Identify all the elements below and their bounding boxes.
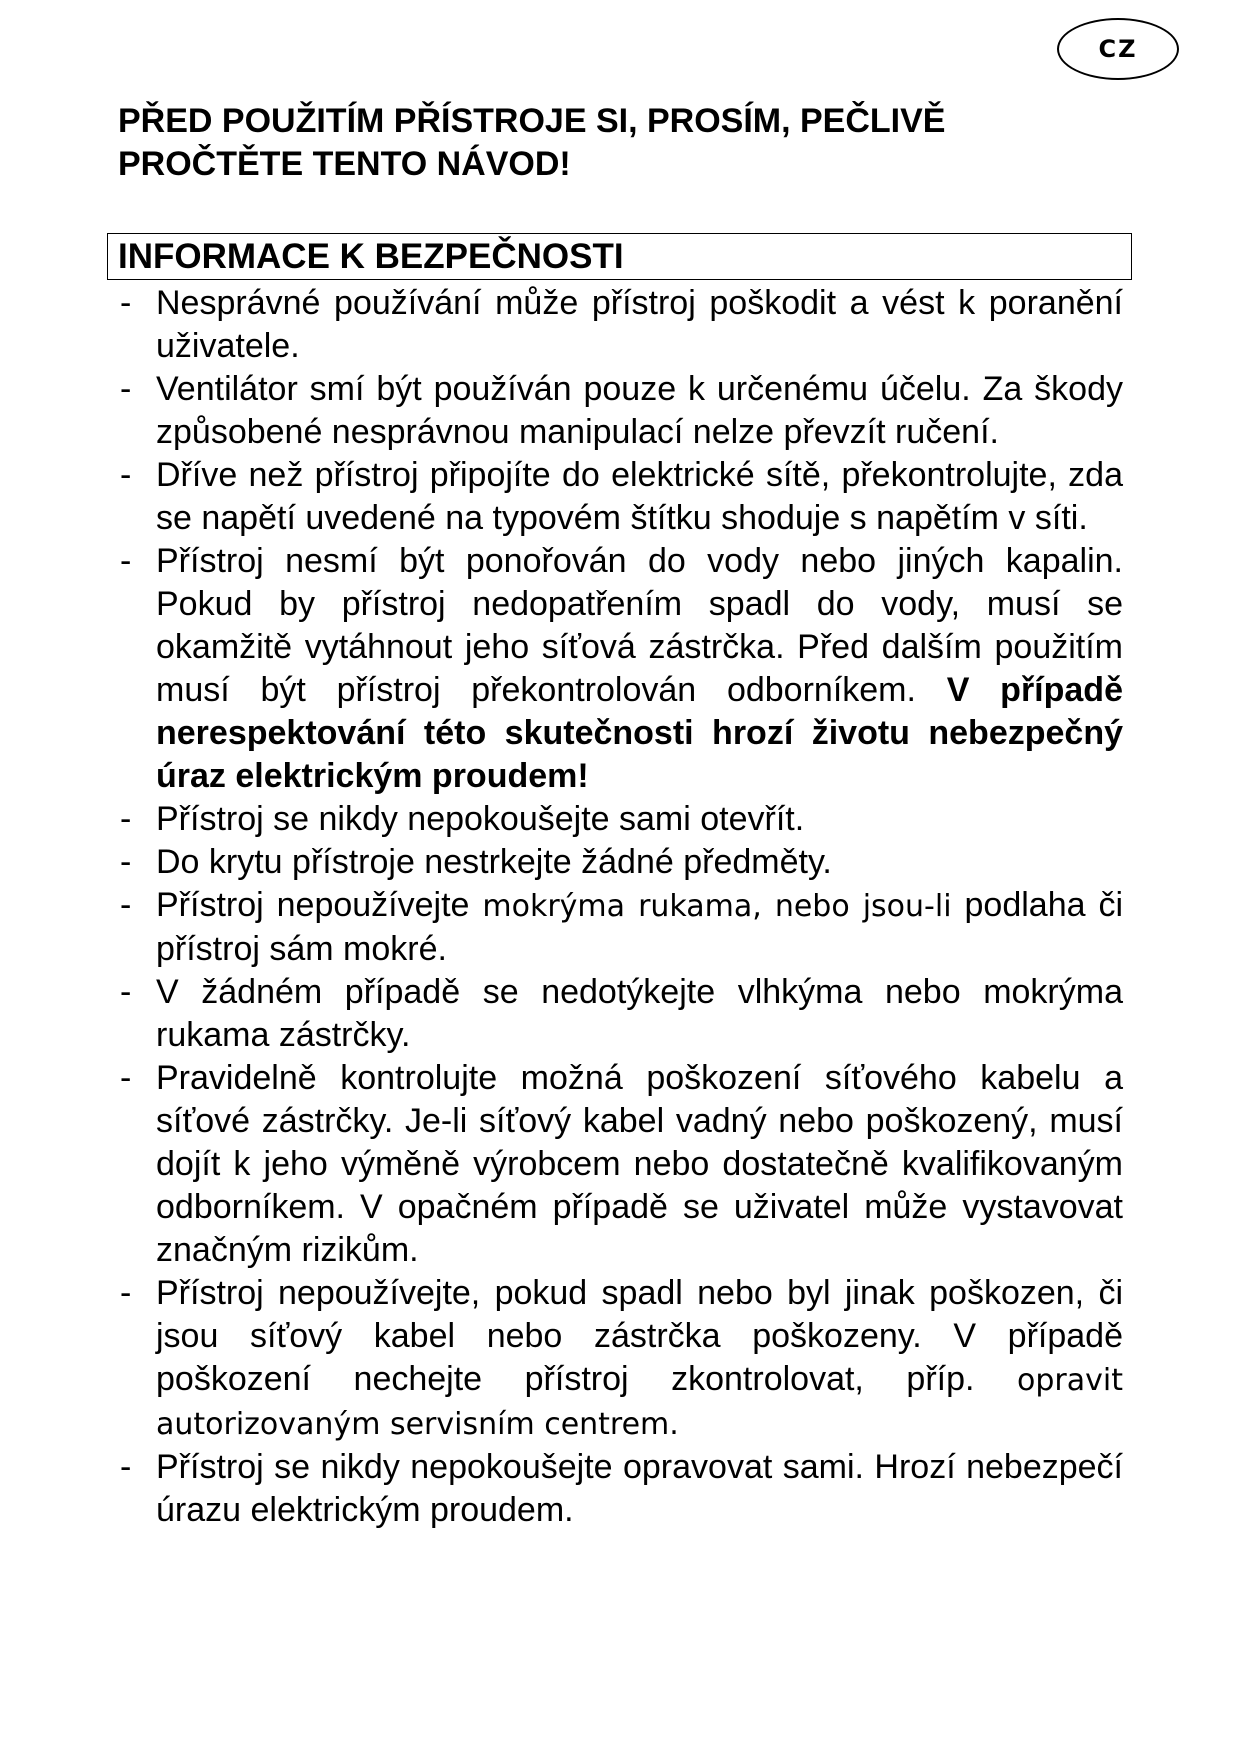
item-text: Ventilátor smí být používán pouze k určenému účelu. Za škody způsobené nesprávnou manipulací nelze převzít ručení. — [156, 370, 1123, 451]
item-text-alt-font: mokrýma rukama, nebo jsou-li — [482, 889, 952, 924]
item-text: Přístroj nepoužívejte, pokud spadl nebo byl jinak poškozen, či jsou síťový kabel nebo zástrčka poškozeny. V případě poškození nechejte přístroj zkontrolovat, příp. — [156, 1274, 1123, 1398]
item-text-alt-font: opravit autorizovaným servisním centrem. — [156, 1363, 1123, 1442]
item-text: Do krytu přístroje nestrkejte žádné předměty. — [156, 843, 832, 881]
page-title — [118, 100, 1118, 186]
safety-list — [118, 282, 1123, 1532]
list-item — [118, 798, 1123, 841]
list-item — [118, 540, 1123, 798]
list-item — [118, 971, 1123, 1057]
list-item — [118, 884, 1123, 971]
item-text: Přístroj nepoužívejte — [156, 886, 470, 924]
warning-text: V případě nerespektování této skutečnosti hrozí životu nebezpečný úraz elektrickým proudem! — [156, 671, 1123, 795]
list-item — [118, 841, 1123, 884]
page-title-line-1: PŘED POUŽITÍM PŘÍSTROJE SI, PROSÍM, PEČLIVĚ — [118, 102, 946, 140]
list-item — [118, 368, 1123, 454]
list-item — [118, 1446, 1123, 1532]
section-header-box — [107, 233, 1132, 280]
list-item — [118, 1057, 1123, 1272]
item-text-rest: podlaha či přístroj sám mokré. — [156, 886, 1124, 968]
item-text: Přístroj nesmí být ponořován do vody nebo jiných kapalin. Pokud by přístroj nedopatřením spadl do vody, musí se okamžitě vytáhnout jeho síťová zástrčka. Před dalším použitím musí být přístroj překontrolován odborníkem. — [156, 542, 1123, 709]
item-text: Nesprávné používání může přístroj poškodit a vést k poranění uživatele. — [156, 284, 1123, 365]
item-text: Dříve než přístroj připojíte do elektrické sítě, překontrolujte, zda se napětí uvedené na typovém štítku shoduje s napětím v síti. — [156, 456, 1123, 537]
item-text: V žádném případě se nedotýkejte vlhkýma nebo mokrýma rukama zástrčky. — [156, 973, 1123, 1054]
page-title-line-2: PROČTĚTE TENTO NÁVOD! — [118, 145, 571, 183]
language-badge: CZ — [1057, 18, 1179, 80]
section-title: INFORMACE K BEZPEČNOSTI — [118, 236, 624, 276]
item-text: Pravidelně kontrolujte možná poškození síťového kabelu a síťové zástrčky. Je-li síťový kabel vadný nebo poškozený, musí dojít k jeho výměně výrobcem nebo dostatečně kvalifikovaným odborníkem. V opačném případě se uživatel může vystavovat značným rizikům. — [156, 1059, 1123, 1269]
item-text: Přístroj se nikdy nepokoušejte opravovat sami. Hrozí nebezpečí úrazu elektrickým proudem. — [156, 1448, 1123, 1529]
item-text: Přístroj se nikdy nepokoušejte sami otevřít. — [156, 800, 805, 838]
list-item — [118, 282, 1123, 368]
list-item — [118, 1272, 1123, 1446]
list-item — [118, 454, 1123, 540]
